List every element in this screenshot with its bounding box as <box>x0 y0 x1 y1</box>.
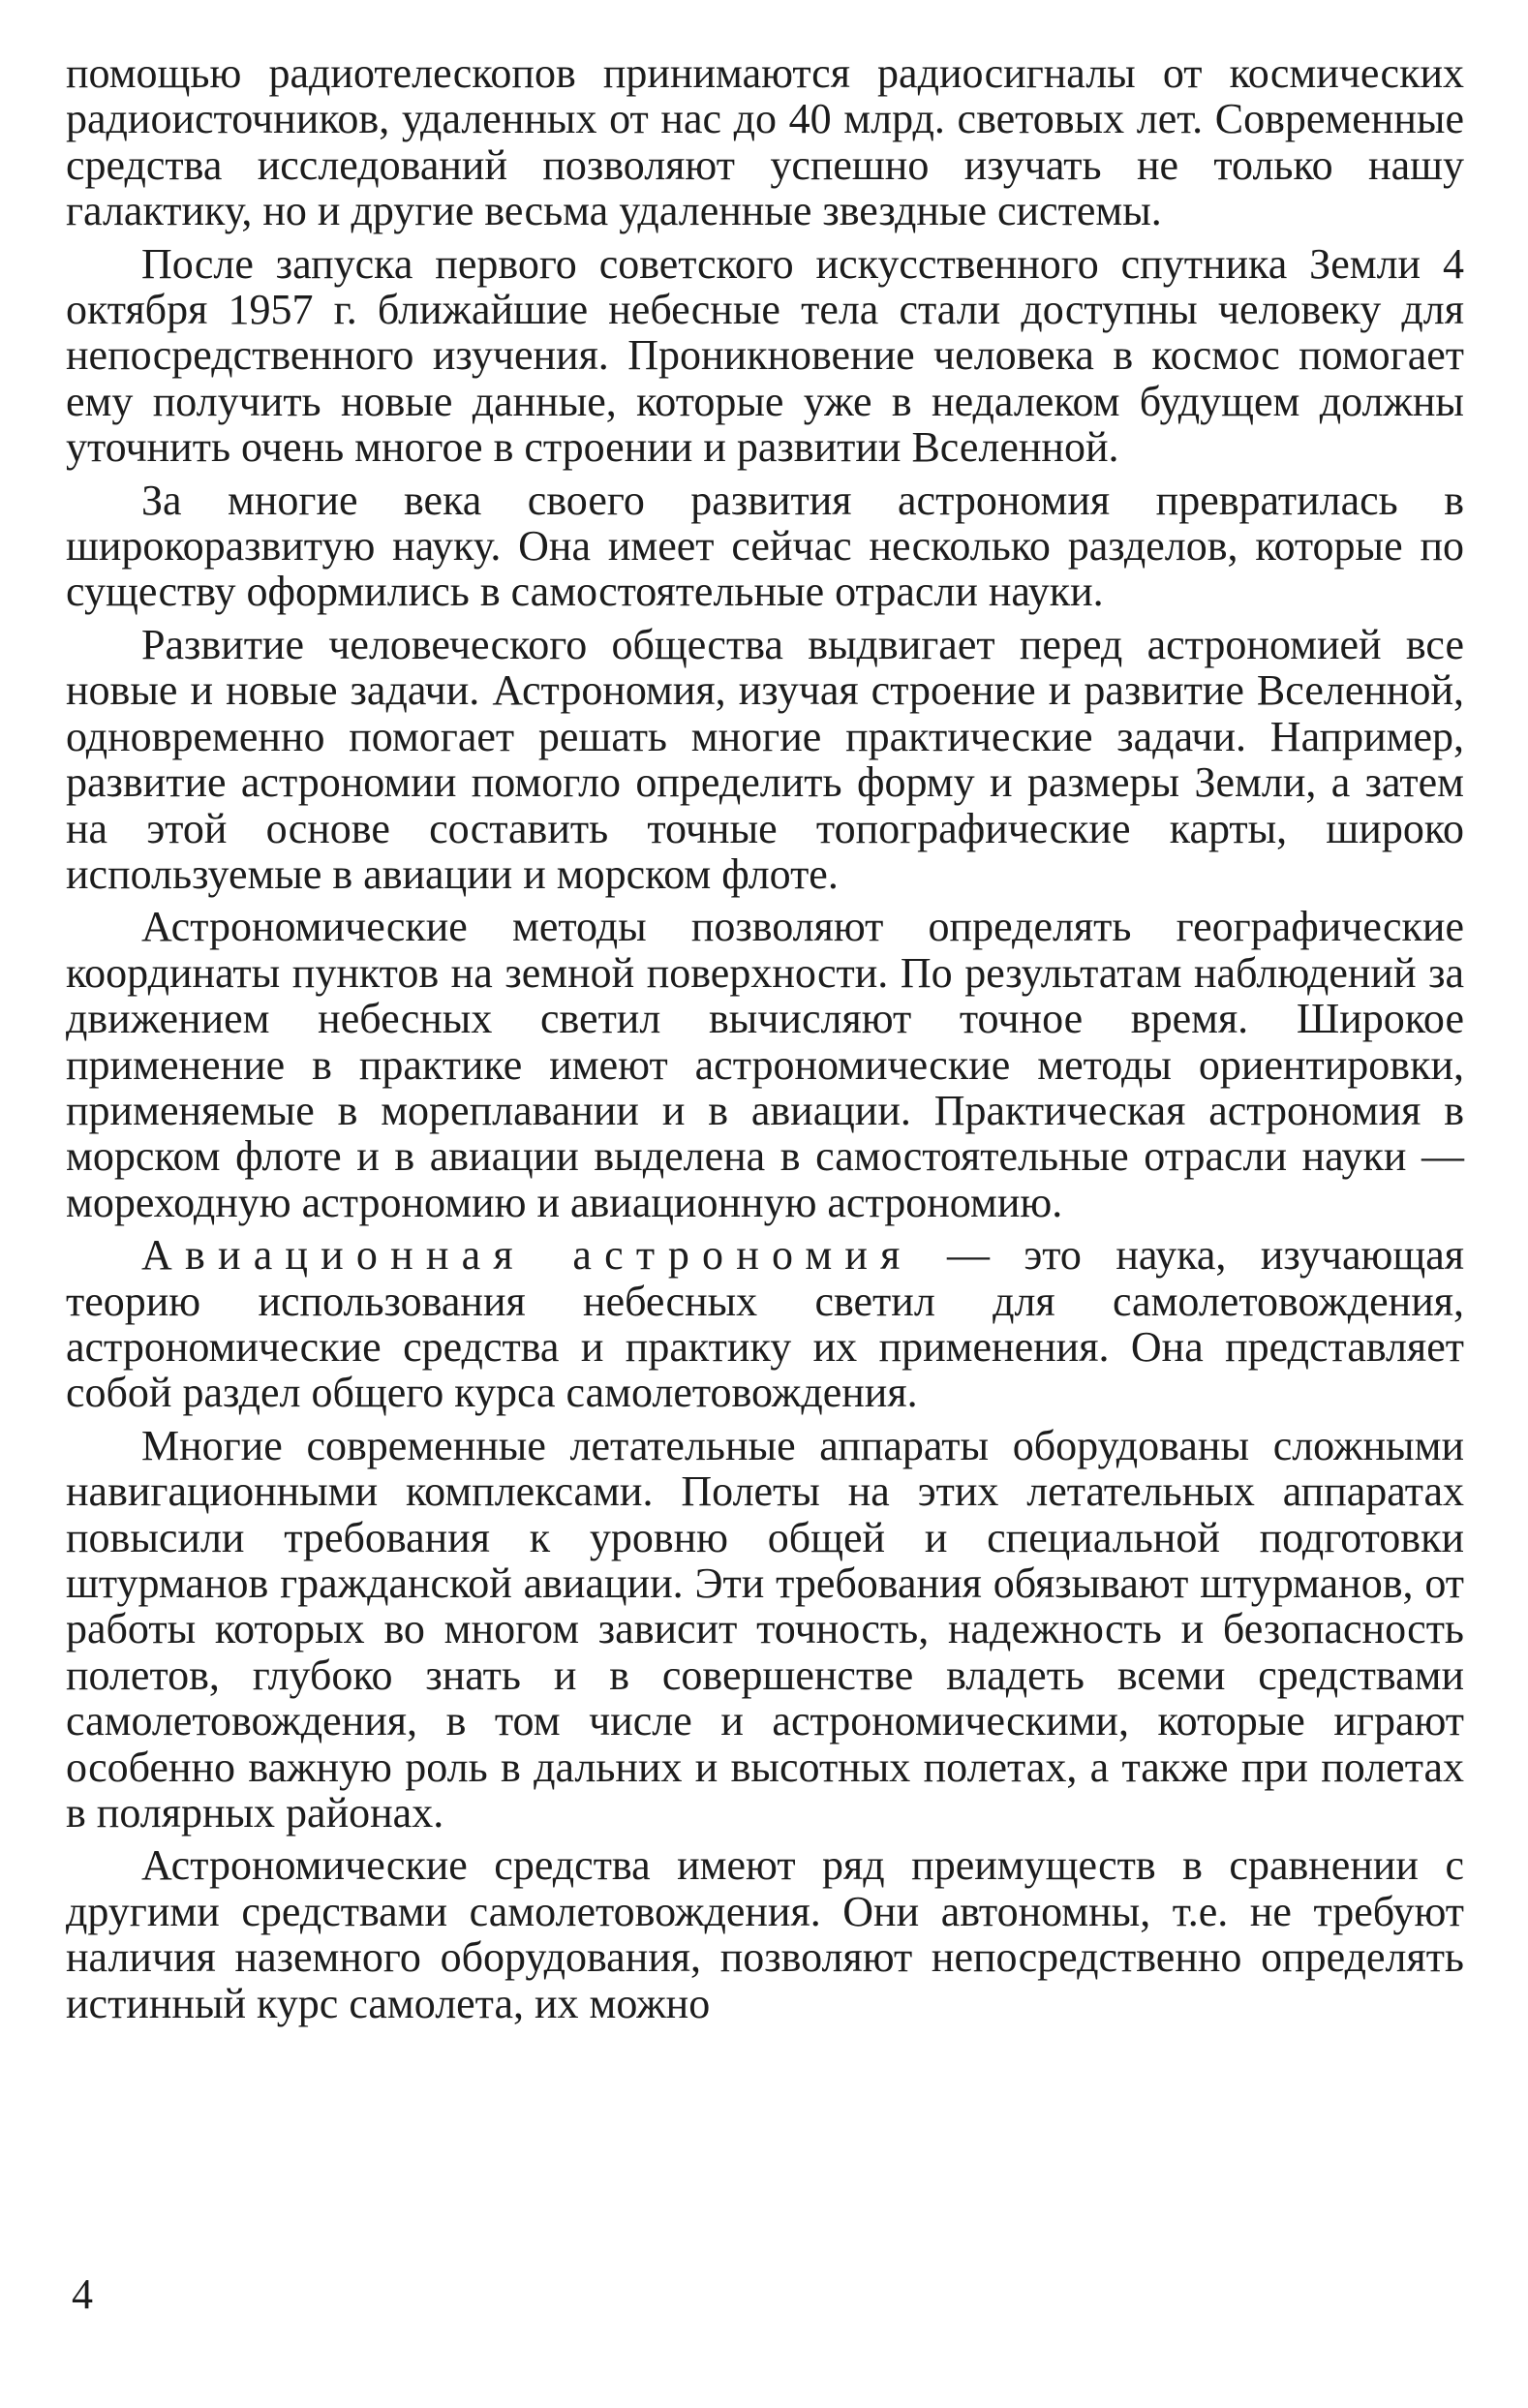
page-number: 4 <box>72 2270 93 2318</box>
term-aviation-astronomy: Авиационная астрономия <box>141 1231 913 1280</box>
paragraph-3: За многие века своего развития астрономия превратилась в широкоразвитую науку. Она имеет сейчас несколько разделов, которые по существу оформились в самостоятельные отрасли науки. <box>66 476 1464 616</box>
paragraph-2: После запуска первого советского искусственного спутника Земли 4 октября 1957 г. ближайшие небесные тела стали доступны человеку для непосредственного изучения. Проникновение человека в космос помогает ему получить новые данные, которые уже в недалеком будущем должны уточнить очень многое в строении и развитии Вселенной. <box>66 239 1464 472</box>
paragraph-6 <box>66 1232 1464 1416</box>
paragraph-1: помощью радиотелескопов принимаются радиосигналы от космических радиоисточников, удаленных от нас до 40 млрд. световых лет. Современные средства исследований позволяют успешно изучать не только нашу галактику, но и другие весьма удаленные звездные системы. <box>66 49 1464 235</box>
paragraph-4: Развитие человеческого общества выдвигает перед астрономией все новые и новые задачи. Астрономия, изучая строение и развитие Вселенной, одновременно помогает решать многие практические задачи. Например, развитие астрономии помогло определить форму и размеры Земли, а затем на этой основе составить точные топографические карты, широко используемые в авиации и морском флоте. <box>66 620 1464 898</box>
page-body <box>66 50 1464 2033</box>
paragraph-5: Астрономические методы позволяют определять географические координаты пунктов на земной поверхности. По результатам наблюдений за движением небесных светил вычисляют точное время. Широкое применение в практике имеют астрономические методы ориентировки, применяемые в мореплавании и в авиации. Практическая астрономия в морском флоте и в авиации выделена в самостоятельные отрасли науки — мореходную астрономию и авиационную астрономию. <box>66 903 1464 1226</box>
paragraph-8: Астрономические средства имеют ряд преимуществ в сравнении с другими средствами самолетовождения. Они автономны, т.е. не требуют наличия наземного оборудования, позволяют непосредственно определять истинный курс самолета, их можно <box>66 1841 1464 2027</box>
paragraph-7: Многие современные летательные аппараты оборудованы сложными навигационными комплексами. Полеты на этих летательных аппаратах повысили требования к уровню общей и специальной подготовки штурманов гражданской авиации. Эти требования обязывают штурманов, от работы которых во многом зависит точность, надежность и безопасность полетов, глубоко знать и в совершенстве владеть всеми средствами самолетовождения, в том числе и астрономическими, которые играют особенно важную роль в дальних и высотных полетах, а также при полетах в полярных районах. <box>66 1421 1464 1837</box>
paragraph-6-text: — это наука, изучающая теорию использования небесных светил для самолетовождения, астрономические средства и практику их применения. Она представляет собой раздел общего курса самолетовождения. <box>66 1231 1464 1417</box>
